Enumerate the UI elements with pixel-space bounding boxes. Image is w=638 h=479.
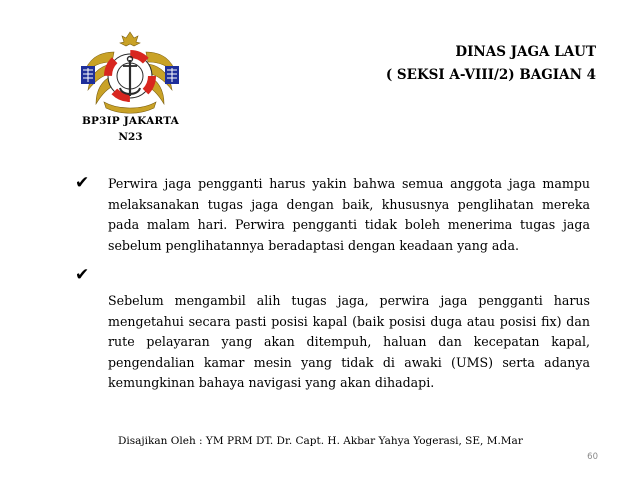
slide-subtitle: ( SEKSI A-VIII/2) BAGIAN 4: [385, 67, 596, 83]
organization-name: BP3IP JAKARTA: [81, 115, 180, 127]
maritime-emblem-icon: [78, 30, 182, 116]
page-number: 60: [587, 452, 598, 462]
checkmark-icon: ✔: [75, 265, 90, 285]
presenter-credit: Disajikan Oleh : YM PRM DT. Dr. Capt. H. Akbar Yahya Yogerasi, SE, M.Mar: [118, 435, 523, 447]
bullet-paragraph: Sebelum mengambil alih tugas jaga, perwira jaga pengganti harus mengetahui secara pasti posisi kapal (baik posisi duga atau posisi fix) dan rute pelayaran yang akan ditempuh, haluan dan kecepatan kapal, pengendalian kamar mesin yang tidak di awaki (UMS) serta adanya kemungkinan bahaya navigasi yang akan dihadapi.: [108, 293, 590, 390]
bullet-paragraph: Perwira jaga pengganti harus yakin bahwa semua anggota jaga mampu melaksanakan tugas jaga dengan baik, khususnya penglihatan mereka pada malam hari. Perwira pengganti tidak boleh menerima tugas jaga sebelum penglihatannya beradaptasi dengan keadaan yang ada.: [108, 176, 590, 253]
checkmark-icon: ✔: [75, 173, 90, 193]
slide-title: DINAS JAGA LAUT: [455, 44, 596, 60]
organization-code: N23: [118, 131, 143, 143]
